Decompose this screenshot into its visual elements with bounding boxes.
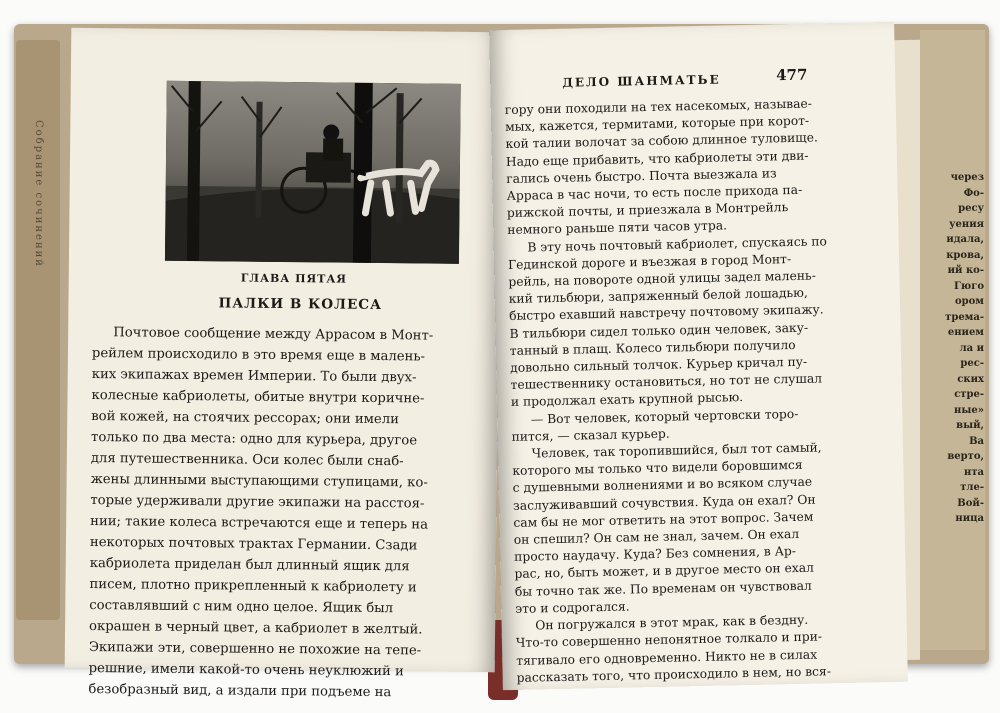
text-line: Почтовое сообщение между Аррасом в Монт- <box>113 325 434 344</box>
text-line: В тильбюри сидел только один человек, заку- <box>509 320 809 341</box>
back-page-word: ла и <box>959 342 984 354</box>
back-page-word: ских <box>957 373 984 385</box>
text-line: Экипажи эти, совершенно не похожие на тепе- <box>88 639 422 659</box>
spine-title: Собрание сочинений <box>33 120 44 268</box>
back-page-word: ресу <box>958 203 984 214</box>
text-line: просто наудачу. Куда? Без сомнения, в Ар- <box>514 544 797 565</box>
text-line: Что-то совершенно непонятное толкало и при- <box>515 629 823 651</box>
text-line: жены длинными выступающими ступицами, ко- <box>90 471 428 491</box>
page-number: 477 <box>775 65 808 85</box>
text-line: ких экипажах времен Империи. То были двух- <box>91 366 417 386</box>
left-page-body <box>88 322 476 704</box>
text-line: быстро ехавший навстречу почтовому экипажу. <box>508 302 824 324</box>
back-page-word: вый, <box>956 420 984 431</box>
text-line: торые удерживали другие экипажи на расстоя- <box>90 492 425 512</box>
back-page-word: Вой- <box>957 497 984 509</box>
text-line: рейль, на повороте одной улицы задел малень- <box>508 268 816 289</box>
back-page-word: нта <box>964 466 984 478</box>
text-line: мых, кажется, термитами, которые при корот- <box>505 113 810 135</box>
back-page-word: стре- <box>954 389 984 400</box>
back-page-word: ий ко- <box>947 265 984 276</box>
text-line: немного раньше пяти часов утра. <box>507 218 728 238</box>
back-page-word: через <box>950 172 984 183</box>
text-line: некоторых почтовых трактах Германии. Сзади <box>89 534 418 554</box>
text-line: Человек, так торопившийся, был тот самый, <box>531 440 822 461</box>
illustration-carriage <box>165 81 461 264</box>
text-line: кий тильбюри, запряженный белой лошадью, <box>508 285 808 307</box>
back-page-word: крова, <box>946 249 984 261</box>
text-line: Гединской дороге и въезжая в город Монт- <box>507 251 792 272</box>
chapter-label: ГЛАВА ПЯТАЯ <box>240 271 348 286</box>
text-line: это и содрогался. <box>515 599 630 616</box>
back-page-word: верто, <box>947 451 984 462</box>
text-line: составлявший с ним одно целое. Ящик был <box>89 597 394 617</box>
back-page-word: рес- <box>960 358 984 369</box>
text-line: тешественнику остановиться, но тот не слушал <box>510 371 823 393</box>
text-line: решние, имели какой-то очень неуклюжий и <box>88 660 404 680</box>
text-line: вой кожей, на стоячих рессорах; они имели <box>91 408 399 428</box>
text-line: колесные кабриолеты, обитые внутри коричне- <box>91 387 425 407</box>
text-line: тягивало его одновременно. Никто не в силах <box>516 647 818 668</box>
text-line: рассказать того, что происходило в нем, но вся- <box>516 664 832 685</box>
running-header: ДЕЛО ШАНМАТЬЕ <box>562 72 721 90</box>
back-page-word: Фо- <box>963 187 984 199</box>
text-line: пится, — сказал курьер. <box>511 426 670 444</box>
text-line: безобразный вид, а издали при подъеме на <box>88 681 392 701</box>
text-line: гору они походили на тех насекомых, называе- <box>504 96 813 118</box>
back-page-text <box>934 170 984 527</box>
text-line: довольно сильный толчок. Курьер кричал пу- <box>510 354 808 375</box>
text-line: Арраса в час ночи, то есть после прихода па- <box>506 182 803 203</box>
text-line: бы точно так же. По временам он чувствовал <box>514 578 812 599</box>
text-line: и продолжал ехать крупной рысью. <box>510 390 744 410</box>
text-line: сам бы не мог ответить на этот вопрос. Зачем <box>513 509 814 530</box>
right-page <box>489 22 908 690</box>
text-line: гались очень быстро. Почта выезжала из <box>506 166 777 186</box>
text-line: Он погружался в этот мрак, как в бездну. <box>535 612 809 633</box>
back-page-word: Ва <box>969 435 984 447</box>
text-line: окрашен в черный цвет, а кабриолет в желтый. <box>89 618 423 638</box>
text-line: танный в плащ. Колесо тильбюри получило <box>509 337 796 358</box>
text-line: В эту ночь почтовый кабриолет, спускаясь по <box>527 233 827 255</box>
text-line: — Вот человек, который чертовски торо- <box>530 406 799 427</box>
back-page-word: трема- <box>945 311 984 323</box>
text-line: рас, но, быть может, и в другое место он ехал <box>514 561 815 582</box>
left-page <box>65 28 502 701</box>
text-line: нии; такие колеса встречаются еще и теперь на <box>90 513 429 533</box>
text-line: только по два места: одно для курьера, другое <box>90 429 418 449</box>
text-line: кой талии волочат за собою длинное туловище. <box>505 130 818 152</box>
back-page-word: ница <box>955 513 984 524</box>
text-line: рижской почты, и приезжала в Монтрейль <box>506 200 789 221</box>
text-line: для путешественника. Оси колес были снаб- <box>90 450 404 470</box>
back-page-word: ором <box>954 296 984 307</box>
text-line: Надо еще прибавить, что кабриолеты эти дви- <box>505 148 809 169</box>
back-page-word: ные» <box>954 404 984 416</box>
text-line: заслуживавший сочувствия. Куда он ехал? Он <box>512 492 816 513</box>
text-line: с душевными волнениями и во всяком случае <box>512 475 813 496</box>
back-page-word: ением <box>947 327 984 338</box>
text-line: он спешил? Он сам не знал, зачем. Он ехал <box>513 527 800 547</box>
back-page-word: тле- <box>960 482 984 493</box>
text-line: кабриолета приделан был длинный ящик для <box>89 555 410 575</box>
back-page-word: уения <box>949 218 984 230</box>
text-line: рейлем происходило в это время еще в малень- <box>91 346 426 365</box>
chapter-title: ПАЛКИ В КОЛЕСА <box>218 295 383 314</box>
text-line: писем, плотно прикрепленный к кабриолету и <box>89 576 417 596</box>
right-page-body <box>505 94 879 686</box>
back-page-word: Гюго <box>954 280 984 292</box>
back-page-word: идала, <box>946 234 984 245</box>
text-line: которого мы только что видели боровшимся <box>512 458 803 479</box>
carriage-engraving <box>165 81 461 264</box>
